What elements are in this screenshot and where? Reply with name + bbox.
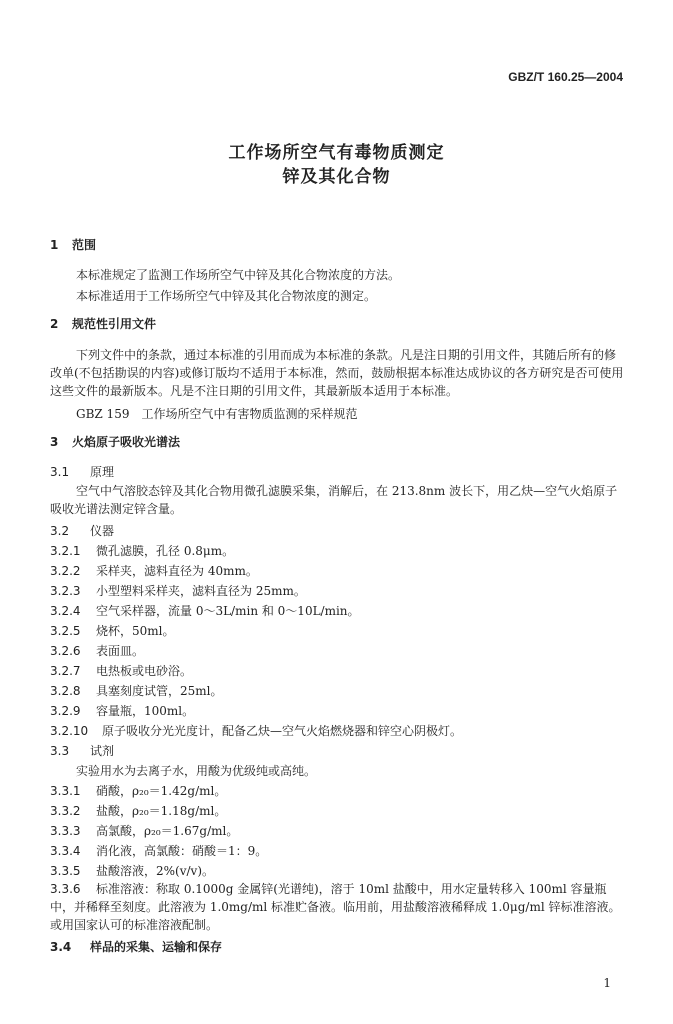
section-2-paragraph: 下列文件中的条款，通过本标准的引用而成为本标准的条款。凡是注日期的引用文件，其随后所有的修改单(不包括勘误的内容)或修订版均不适用于本标准，然而，鼓励根据本标准达成协议的各方研究是否可使用这些文件的最新版本。凡是不注日期的引用文件，其最新版本适用于本标准。 <box>50 348 624 398</box>
subsection-3-2-title: 仪器 <box>90 524 115 538</box>
document-title-line2: 锌及其化合物 <box>282 167 391 187</box>
section-1-number: 1 <box>50 238 59 252</box>
reagent-item-number: 3.3.5 <box>50 864 81 878</box>
instrument-item-text: 具塞刻度试管，25ml。 <box>96 684 223 698</box>
instrument-item-number: 3.2.3 <box>50 584 81 598</box>
instrument-item-number: 3.2.1 <box>50 544 81 558</box>
reagent-item <box>50 822 238 839</box>
standard-solution-number: 3.3.6 <box>50 882 81 896</box>
section-3-number: 3 <box>50 435 59 449</box>
section-1-title: 范围 <box>72 238 97 252</box>
instrument-item-text: 电热板或电砂浴。 <box>96 664 193 678</box>
instrument-item-number: 3.2.9 <box>50 704 81 718</box>
subsection-3-1-heading <box>50 463 114 480</box>
instrument-item-text: 空气采样器，流量 0～3L/min 和 0～10L/min。 <box>96 604 360 618</box>
subsection-3-4-number: 3.4 <box>50 940 72 954</box>
section-3-title: 火焰原子吸收光谱法 <box>72 435 181 449</box>
instrument-item-text: 采样夹，滤料直径为 40mm。 <box>96 564 258 578</box>
section-1-heading <box>50 236 96 253</box>
standard-solution-item <box>50 880 625 934</box>
instrument-item <box>50 662 192 679</box>
subsection-3-1-number: 3.1 <box>50 465 70 479</box>
reagent-item-number: 3.3.2 <box>50 804 81 818</box>
document-title-line1: 工作场所空气有毒物质测定 <box>228 143 445 163</box>
reagent-item-number: 3.3.3 <box>50 824 81 838</box>
instrument-item-number: 3.2.4 <box>50 604 81 618</box>
instrument-item <box>50 642 144 659</box>
instrument-item-text: 容量瓶，100ml。 <box>96 704 195 718</box>
principle-text: 空气中气溶胶态锌及其化合物用微孔滤膜采集，消解后，在 213.8nm 波长下，用乙炔—空气火焰原子吸收光谱法测定锌含量。 <box>50 484 618 516</box>
instrument-item-number: 3.2.5 <box>50 624 81 638</box>
section-2-number: 2 <box>50 317 59 331</box>
instrument-item-text: 小型塑料采样夹，滤料直径为 25mm。 <box>96 584 306 598</box>
standard-number: GBZ/T 160.25—2004 <box>508 70 623 84</box>
instrument-item-number: 3.2.8 <box>50 684 81 698</box>
reagent-intro: 实验用水为去离子水，用酸为优级纯或高纯。 <box>76 764 317 778</box>
section-1-paragraph-2: 本标准适用于工作场所空气中锌及其化合物浓度的测定。 <box>76 289 377 303</box>
subsection-3-3-title: 试剂 <box>90 744 115 758</box>
reagent-item-text: 硝酸，ρ₂₀＝1.42g/ml。 <box>96 784 227 798</box>
page-number: 1 <box>603 976 611 990</box>
instrument-item-number: 3.2.6 <box>50 644 81 658</box>
subsection-3-3-heading <box>50 742 114 759</box>
reagent-item-text: 盐酸溶液，2%(v/v)。 <box>96 864 215 878</box>
instrument-item <box>50 582 306 599</box>
instrument-item <box>50 542 234 559</box>
reagent-item-number: 3.3.1 <box>50 784 81 798</box>
subsection-3-1-title: 原理 <box>90 465 115 479</box>
instrument-item-text: 烧杯，50ml。 <box>96 624 175 638</box>
instrument-item-text: 原子吸收分光光度计，配备乙炔—空气火焰燃烧器和锌空心阴极灯。 <box>102 724 463 738</box>
reagent-item-text: 高氯酸，ρ₂₀＝1.67g/ml。 <box>96 824 239 838</box>
instrument-item <box>50 622 175 639</box>
instrument-item <box>50 602 360 619</box>
instrument-item <box>50 702 194 719</box>
instrument-item-number: 3.2.7 <box>50 664 81 678</box>
section-2-heading <box>50 315 156 332</box>
reagent-item <box>50 842 267 859</box>
instrument-item-text: 微孔滤膜，孔径 0.8μm。 <box>96 544 235 558</box>
instrument-item <box>50 682 223 699</box>
reagent-item-text: 盐酸，ρ₂₀＝1.18g/ml。 <box>96 804 227 818</box>
reagent-item <box>50 862 214 879</box>
reagent-item-text: 消化液，高氯酸：硝酸＝1：9。 <box>96 844 268 858</box>
normative-reference: GBZ 159 工作场所空气中有害物质监测的采样规范 <box>76 407 358 421</box>
instrument-item-number: 3.2.10 <box>50 724 89 738</box>
subsection-3-4-title: 样品的采集、运输和保存 <box>90 940 223 954</box>
instrument-item <box>50 562 258 579</box>
section-3-heading <box>50 433 180 450</box>
section-1-paragraph-1: 本标准规定了监测工作场所空气中锌及其化合物浓度的方法。 <box>76 268 401 282</box>
reagent-item-number: 3.3.4 <box>50 844 81 858</box>
instrument-item-text: 表面皿。 <box>96 644 145 658</box>
subsection-3-2-heading <box>50 522 114 539</box>
subsection-3-3-number: 3.3 <box>50 744 70 758</box>
instrument-item-number: 3.2.2 <box>50 564 81 578</box>
subsection-3-2-number: 3.2 <box>50 524 70 538</box>
subsection-3-4-heading <box>50 938 222 955</box>
reagent-item <box>50 802 226 819</box>
section-2-title: 规范性引用文件 <box>72 317 157 331</box>
standard-solution-text: 标准溶液：称取 0.1000g 金属锌(光谱纯)，溶于 10ml 盐酸中，用水定量转移入 100ml 容量瓶中，并稀释至刻度。此溶液为 1.0mg/ml 标准贮备液。临用前，用盐酸溶液稀释成 1.0μg/ml 锌标准溶液。或用国家认可的标准溶液配制。 <box>50 882 621 932</box>
reagent-item <box>50 782 226 799</box>
instrument-item <box>50 722 462 739</box>
